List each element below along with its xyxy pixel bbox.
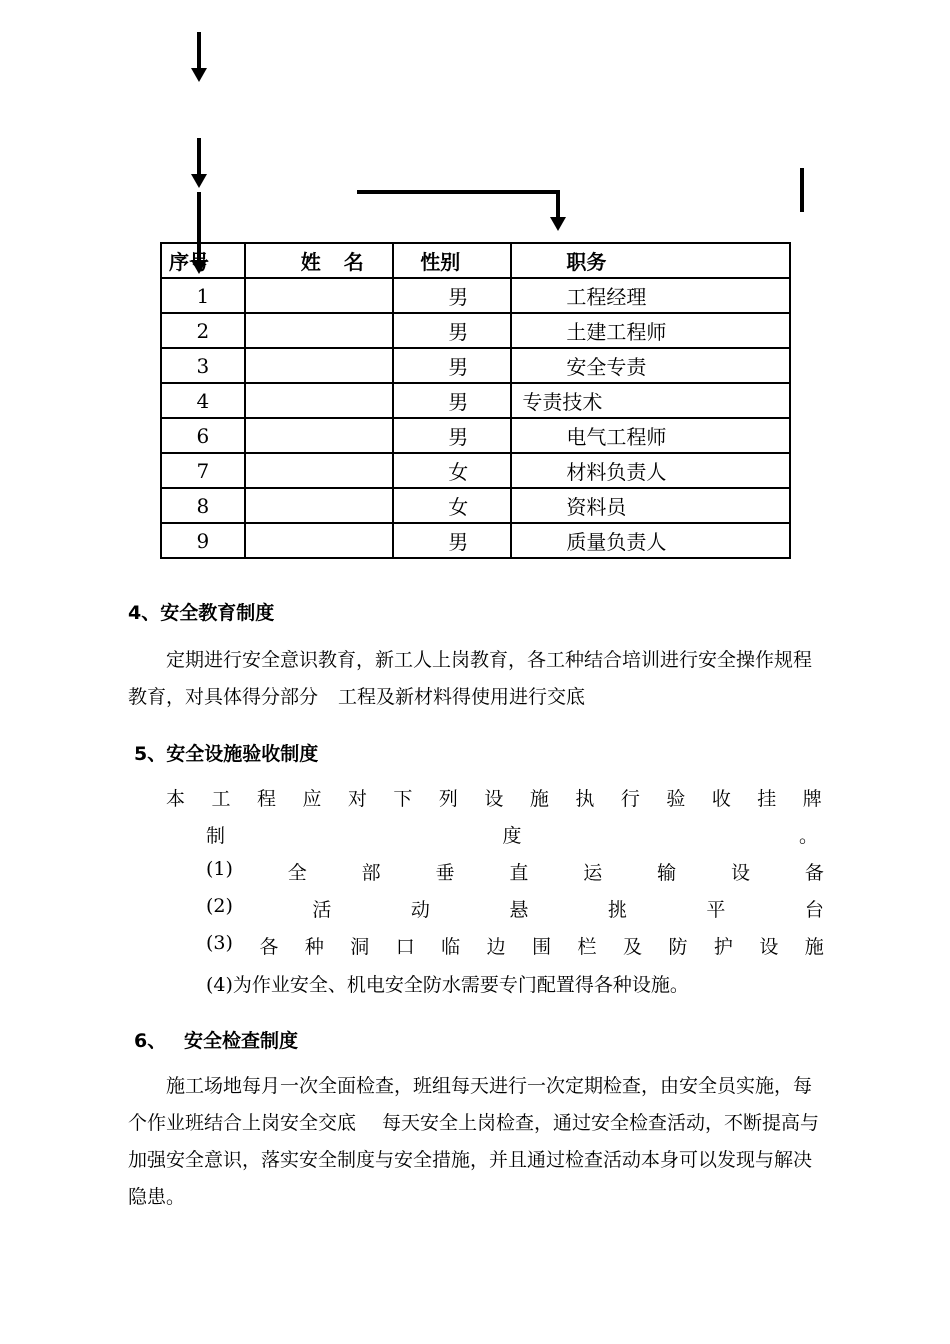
section5-item2 [206, 895, 824, 922]
section5-intro2 [206, 821, 818, 848]
section5-title: 5、安全设施验收制度 [134, 743, 319, 765]
cell-name [245, 278, 393, 313]
table-header-row [161, 243, 790, 278]
cell-duty: 工程经理 [511, 278, 790, 313]
section6-line2b: 每天安全上岗检查，通过安全检查活动，不断提高与 [382, 1112, 820, 1134]
section5-item-char: 设 [731, 862, 751, 884]
section5-item-char: 栏 [577, 936, 597, 958]
cell-name [245, 348, 393, 383]
section5-intro-char: 设 [484, 788, 504, 810]
section5-item-char: 直 [509, 862, 529, 884]
section5-item-char: 设 [759, 936, 779, 958]
section6-line4: 隐患。 [128, 1186, 186, 1208]
section4-line2b: 工程及新材料得使用进行交底 [338, 686, 586, 708]
section5-intro-char: 施 [529, 788, 549, 810]
section4-line2a: 教育，对具体得分部分 [128, 686, 319, 708]
cell-duty: 土建工程师 [511, 313, 790, 348]
table-row [161, 488, 790, 523]
cell-no: 3 [161, 348, 245, 383]
cell-name [245, 453, 393, 488]
section5-item-char: 及 [622, 936, 642, 958]
section5-item-char: 口 [395, 936, 415, 958]
section5-item-char: 悬 [509, 899, 529, 921]
section5-intro-char: 本 [166, 788, 186, 810]
cell-sex: 男 [393, 523, 511, 558]
section5-item-char: (1) [206, 858, 233, 880]
cell-sex: 女 [393, 453, 511, 488]
cell-duty: 质量负责人 [511, 523, 790, 558]
cell-sex: 男 [393, 313, 511, 348]
section5-item-char: 施 [804, 936, 824, 958]
section5-intro-char: 对 [347, 788, 367, 810]
section5-intro2-char: 度 [502, 825, 522, 847]
section5-item-char: 防 [668, 936, 688, 958]
cell-no: 9 [161, 523, 245, 558]
table-row [161, 523, 790, 558]
cell-no: 4 [161, 383, 245, 418]
section5-intro-char: 收 [711, 788, 731, 810]
table-row [161, 453, 790, 488]
section5-item-char: 围 [532, 936, 552, 958]
section5-intro-char: 程 [256, 788, 276, 810]
cell-sex: 女 [393, 488, 511, 523]
cell-duty: 专责技术 [511, 383, 790, 418]
section5-item-char: 垂 [435, 862, 455, 884]
section4-line1: 定期进行安全意识教育，新工人上岗教育，各工种结合培训进行安全操作规程 [166, 649, 813, 671]
table-row [161, 278, 790, 313]
cell-no: 2 [161, 313, 245, 348]
section5-intro2-char: 。 [798, 825, 818, 847]
table-row [161, 418, 790, 453]
table-row [161, 313, 790, 348]
cell-no: 1 [161, 278, 245, 313]
cell-sex: 男 [393, 383, 511, 418]
cell-sex: 男 [393, 278, 511, 313]
section5-intro-char: 下 [393, 788, 413, 810]
section5-item-char: 边 [486, 936, 506, 958]
section5-item-char: 平 [706, 899, 726, 921]
section5-intro-char: 列 [438, 788, 458, 810]
cell-name [245, 488, 393, 523]
section5-item-char: 临 [441, 936, 461, 958]
header-name: 姓 名 [245, 243, 393, 278]
cell-duty: 电气工程师 [511, 418, 790, 453]
section5-item-char: 台 [804, 899, 824, 921]
table-row [161, 383, 790, 418]
section5-item-char: 全 [287, 862, 307, 884]
section6-title: 安全检查制度 [184, 1030, 299, 1052]
section6-title-no: 6、 [134, 1030, 167, 1052]
section5-item-char: 运 [583, 862, 603, 884]
section5-item-char: 洞 [350, 936, 370, 958]
section5-intro-char: 工 [211, 788, 231, 810]
section6-line2a: 个作业班结合上岗安全交底 [128, 1112, 357, 1134]
header-duty: 职务 [511, 243, 790, 278]
section5-intro-char: 行 [620, 788, 640, 810]
section4-title: 4、安全教育制度 [128, 602, 275, 624]
cell-name [245, 523, 393, 558]
flow-vertical-line [800, 168, 804, 212]
cell-no: 7 [161, 453, 245, 488]
cell-duty: 资料员 [511, 488, 790, 523]
section5-item-char: 各 [259, 936, 279, 958]
section5-intro-char: 应 [302, 788, 322, 810]
section5-item3 [206, 932, 824, 959]
staff-table [160, 242, 791, 559]
section5-item4: (4)为作业安全、机电安全防水需要专门配置得各种设施。 [206, 974, 689, 996]
header-no: 序号 [161, 243, 245, 278]
section5-intro-char: 验 [666, 788, 686, 810]
section5-intro [166, 784, 822, 811]
section5-item-char: 活 [312, 899, 332, 921]
section5-item-char: (2) [206, 895, 233, 917]
cell-name [245, 418, 393, 453]
section5-intro-char: 挂 [757, 788, 777, 810]
section5-item-char: (3) [206, 932, 233, 954]
cell-no: 8 [161, 488, 245, 523]
cell-name [245, 383, 393, 418]
section5-item-char: 备 [804, 862, 824, 884]
section5-intro-char: 牌 [802, 788, 822, 810]
section5-item-char: 动 [410, 899, 430, 921]
section5-intro2-char: 制 [206, 825, 226, 847]
cell-sex: 男 [393, 418, 511, 453]
section5-item-char: 护 [713, 936, 733, 958]
header-sex: 性别 [393, 243, 511, 278]
table-row [161, 348, 790, 383]
section6-line1: 施工场地每月一次全面检查，班组每天进行一次定期检查，由安全员实施，每 [166, 1075, 813, 1097]
section5-intro-char: 执 [575, 788, 595, 810]
cell-name [245, 313, 393, 348]
cell-sex: 男 [393, 348, 511, 383]
cell-duty: 材料负责人 [511, 453, 790, 488]
section5-item-char: 部 [361, 862, 381, 884]
cell-no: 6 [161, 418, 245, 453]
section5-item-char: 种 [304, 936, 324, 958]
section5-item-char: 输 [657, 862, 677, 884]
section6-line3: 加强安全意识，落实安全制度与安全措施，并且通过检查活动本身可以发现与解决 [128, 1149, 813, 1171]
section5-item-char: 挑 [607, 899, 627, 921]
section5-item1 [206, 858, 824, 885]
cell-duty: 安全专责 [511, 348, 790, 383]
